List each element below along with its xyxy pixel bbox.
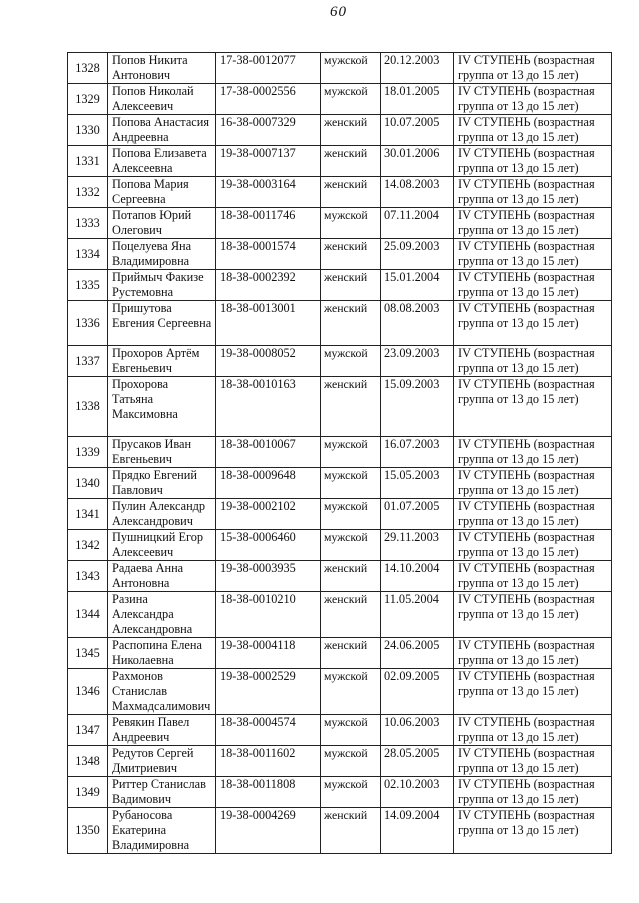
registration-id-cell: 18-38-0001574 [216, 239, 321, 270]
row-number-cell: 1345 [68, 638, 108, 669]
registration-id-cell: 19-38-0002529 [216, 669, 321, 715]
full-name-cell: Рубаносова Екатерина Владимировна [108, 808, 216, 854]
full-name-cell: Попова Мария Сергеевна [108, 177, 216, 208]
birth-date-cell: 14.08.2003 [381, 177, 454, 208]
birth-date-cell: 23.09.2003 [381, 346, 454, 377]
registration-id-cell: 18-38-0010163 [216, 377, 321, 437]
row-number-cell: 1341 [68, 499, 108, 530]
level-group-cell: IV СТУПЕНЬ (возрастная группа от 13 до 15 лет) [454, 808, 612, 854]
level-group-cell: IV СТУПЕНЬ (возрастная группа от 13 до 15 лет) [454, 377, 612, 437]
registration-id-cell: 19-38-0003164 [216, 177, 321, 208]
registration-id-cell: 19-38-0002102 [216, 499, 321, 530]
table-row [68, 239, 612, 270]
row-number-cell: 1336 [68, 301, 108, 346]
full-name-cell: Потапов Юрий Олегович [108, 208, 216, 239]
registration-id-cell: 18-38-0011746 [216, 208, 321, 239]
table-row [68, 669, 612, 715]
table-row [68, 301, 612, 346]
level-group-cell: IV СТУПЕНЬ (возрастная группа от 13 до 15 лет) [454, 53, 612, 84]
birth-date-cell: 10.07.2005 [381, 115, 454, 146]
table-body [68, 53, 612, 854]
table-row [68, 177, 612, 208]
full-name-cell: Пришутова Евгения Сергеевна [108, 301, 216, 346]
birth-date-cell: 24.06.2005 [381, 638, 454, 669]
row-number-cell: 1338 [68, 377, 108, 437]
gender-cell: женский [321, 638, 381, 669]
gender-cell: мужской [321, 468, 381, 499]
level-group-cell: IV СТУПЕНЬ (возрастная группа от 13 до 15 лет) [454, 301, 612, 346]
birth-date-cell: 02.09.2005 [381, 669, 454, 715]
level-group-cell: IV СТУПЕНЬ (возрастная группа от 13 до 15 лет) [454, 777, 612, 808]
full-name-cell: Разина Александра Александровна [108, 592, 216, 638]
gender-cell: мужской [321, 746, 381, 777]
level-group-cell: IV СТУПЕНЬ (возрастная группа от 13 до 15 лет) [454, 346, 612, 377]
table-row [68, 777, 612, 808]
registration-id-cell: 19-38-0008052 [216, 346, 321, 377]
birth-date-cell: 07.11.2004 [381, 208, 454, 239]
gender-cell: женский [321, 561, 381, 592]
level-group-cell: IV СТУПЕНЬ (возрастная группа от 13 до 15 лет) [454, 530, 612, 561]
registration-id-cell: 18-38-0009648 [216, 468, 321, 499]
birth-date-cell: 15.01.2004 [381, 270, 454, 301]
row-number-cell: 1331 [68, 146, 108, 177]
table-row [68, 808, 612, 854]
gender-cell: мужской [321, 777, 381, 808]
full-name-cell: Редутов Сергей Дмитриевич [108, 746, 216, 777]
gender-cell: мужской [321, 530, 381, 561]
level-group-cell: IV СТУПЕНЬ (возрастная группа от 13 до 15 лет) [454, 177, 612, 208]
gender-cell: мужской [321, 53, 381, 84]
birth-date-cell: 16.07.2003 [381, 437, 454, 468]
row-number-cell: 1344 [68, 592, 108, 638]
birth-date-cell: 15.05.2003 [381, 468, 454, 499]
full-name-cell: Прохоров Артём Евгеньевич [108, 346, 216, 377]
registration-id-cell: 19-38-0003935 [216, 561, 321, 592]
gender-cell: женский [321, 239, 381, 270]
registration-id-cell: 17-38-0012077 [216, 53, 321, 84]
row-number-cell: 1346 [68, 669, 108, 715]
table-row [68, 346, 612, 377]
registration-id-cell: 17-38-0002556 [216, 84, 321, 115]
gender-cell: женский [321, 146, 381, 177]
registration-id-cell: 19-38-0007137 [216, 146, 321, 177]
birth-date-cell: 10.06.2003 [381, 715, 454, 746]
level-group-cell: IV СТУПЕНЬ (возрастная группа от 13 до 15 лет) [454, 746, 612, 777]
level-group-cell: IV СТУПЕНЬ (возрастная группа от 13 до 15 лет) [454, 715, 612, 746]
gender-cell: женский [321, 808, 381, 854]
birth-date-cell: 01.07.2005 [381, 499, 454, 530]
level-group-cell: IV СТУПЕНЬ (возрастная группа от 13 до 15 лет) [454, 270, 612, 301]
full-name-cell: Пулин Александр Александрович [108, 499, 216, 530]
registration-id-cell: 18-38-0010210 [216, 592, 321, 638]
row-number-cell: 1337 [68, 346, 108, 377]
table-row [68, 84, 612, 115]
registration-id-cell: 18-38-0002392 [216, 270, 321, 301]
level-group-cell: IV СТУПЕНЬ (возрастная группа от 13 до 15 лет) [454, 561, 612, 592]
row-number-cell: 1335 [68, 270, 108, 301]
row-number-cell: 1348 [68, 746, 108, 777]
full-name-cell: Попова Анастасия Андреевна [108, 115, 216, 146]
level-group-cell: IV СТУПЕНЬ (возрастная группа от 13 до 15 лет) [454, 592, 612, 638]
row-number-cell: 1329 [68, 84, 108, 115]
gender-cell: женский [321, 115, 381, 146]
table-row [68, 146, 612, 177]
gender-cell: мужской [321, 346, 381, 377]
registration-id-cell: 19-38-0004269 [216, 808, 321, 854]
table-row [68, 208, 612, 239]
row-number-cell: 1332 [68, 177, 108, 208]
table-row [68, 377, 612, 437]
full-name-cell: Поцелуева Яна Владимировна [108, 239, 216, 270]
full-name-cell: Ревякин Павел Андреевич [108, 715, 216, 746]
birth-date-cell: 08.08.2003 [381, 301, 454, 346]
registration-id-cell: 16-38-0007329 [216, 115, 321, 146]
gender-cell: мужской [321, 437, 381, 468]
level-group-cell: IV СТУПЕНЬ (возрастная группа от 13 до 15 лет) [454, 468, 612, 499]
table-row [68, 746, 612, 777]
row-number-cell: 1330 [68, 115, 108, 146]
full-name-cell: Прядко Евгений Павлович [108, 468, 216, 499]
row-number-cell: 1333 [68, 208, 108, 239]
table-row [68, 270, 612, 301]
table-row [68, 592, 612, 638]
full-name-cell: Попов Николай Алексеевич [108, 84, 216, 115]
level-group-cell: IV СТУПЕНЬ (возрастная группа от 13 до 15 лет) [454, 115, 612, 146]
gender-cell: женский [321, 592, 381, 638]
full-name-cell: Попов Никита Антонович [108, 53, 216, 84]
row-number-cell: 1349 [68, 777, 108, 808]
birth-date-cell: 14.10.2004 [381, 561, 454, 592]
birth-date-cell: 28.05.2005 [381, 746, 454, 777]
row-number-cell: 1342 [68, 530, 108, 561]
row-number-cell: 1339 [68, 437, 108, 468]
level-group-cell: IV СТУПЕНЬ (возрастная группа от 13 до 15 лет) [454, 146, 612, 177]
full-name-cell: Приймыч Факизе Рустемовна [108, 270, 216, 301]
table-row [68, 561, 612, 592]
birth-date-cell: 14.09.2004 [381, 808, 454, 854]
gender-cell: женский [321, 177, 381, 208]
registration-id-cell: 19-38-0004118 [216, 638, 321, 669]
gender-cell: мужской [321, 715, 381, 746]
table-row [68, 437, 612, 468]
level-group-cell: IV СТУПЕНЬ (возрастная группа от 13 до 15 лет) [454, 638, 612, 669]
page-number: 60 [330, 4, 347, 20]
table-row [68, 499, 612, 530]
full-name-cell: Риттер Станислав Вадимович [108, 777, 216, 808]
table-row [68, 715, 612, 746]
table-row [68, 468, 612, 499]
full-name-cell: Распопина Елена Николаевна [108, 638, 216, 669]
gender-cell: женский [321, 377, 381, 437]
gender-cell: мужской [321, 499, 381, 530]
row-number-cell: 1334 [68, 239, 108, 270]
table-row [68, 530, 612, 561]
birth-date-cell: 02.10.2003 [381, 777, 454, 808]
birth-date-cell: 25.09.2003 [381, 239, 454, 270]
registration-id-cell: 18-38-0011808 [216, 777, 321, 808]
birth-date-cell: 15.09.2003 [381, 377, 454, 437]
gender-cell: мужской [321, 669, 381, 715]
gender-cell: мужской [321, 84, 381, 115]
birth-date-cell: 18.01.2005 [381, 84, 454, 115]
birth-date-cell: 30.01.2006 [381, 146, 454, 177]
level-group-cell: IV СТУПЕНЬ (возрастная группа от 13 до 15 лет) [454, 437, 612, 468]
gender-cell: мужской [321, 208, 381, 239]
level-group-cell: IV СТУПЕНЬ (возрастная группа от 13 до 15 лет) [454, 669, 612, 715]
birth-date-cell: 20.12.2003 [381, 53, 454, 84]
registration-id-cell: 18-38-0011602 [216, 746, 321, 777]
row-number-cell: 1343 [68, 561, 108, 592]
registration-id-cell: 18-38-0013001 [216, 301, 321, 346]
full-name-cell: Рахмонов Станислав Махмадсалимович [108, 669, 216, 715]
gender-cell: женский [321, 301, 381, 346]
table-row [68, 115, 612, 146]
level-group-cell: IV СТУПЕНЬ (возрастная группа от 13 до 15 лет) [454, 499, 612, 530]
registration-id-cell: 18-38-0004574 [216, 715, 321, 746]
row-number-cell: 1347 [68, 715, 108, 746]
row-number-cell: 1328 [68, 53, 108, 84]
full-name-cell: Прусаков Иван Евгеньевич [108, 437, 216, 468]
level-group-cell: IV СТУПЕНЬ (возрастная группа от 13 до 15 лет) [454, 239, 612, 270]
row-number-cell: 1350 [68, 808, 108, 854]
birth-date-cell: 29.11.2003 [381, 530, 454, 561]
level-group-cell: IV СТУПЕНЬ (возрастная группа от 13 до 15 лет) [454, 84, 612, 115]
full-name-cell: Попова Елизавета Алексеевна [108, 146, 216, 177]
full-name-cell: Радаева Анна Антоновна [108, 561, 216, 592]
registration-id-cell: 15-38-0006460 [216, 530, 321, 561]
table-row [68, 53, 612, 84]
row-number-cell: 1340 [68, 468, 108, 499]
participants-table [67, 52, 612, 854]
table-row [68, 638, 612, 669]
full-name-cell: Пушницкий Егор Алексеевич [108, 530, 216, 561]
full-name-cell: Прохорова Татьяна Максимовна [108, 377, 216, 437]
gender-cell: женский [321, 270, 381, 301]
registration-id-cell: 18-38-0010067 [216, 437, 321, 468]
birth-date-cell: 11.05.2004 [381, 592, 454, 638]
level-group-cell: IV СТУПЕНЬ (возрастная группа от 13 до 15 лет) [454, 208, 612, 239]
